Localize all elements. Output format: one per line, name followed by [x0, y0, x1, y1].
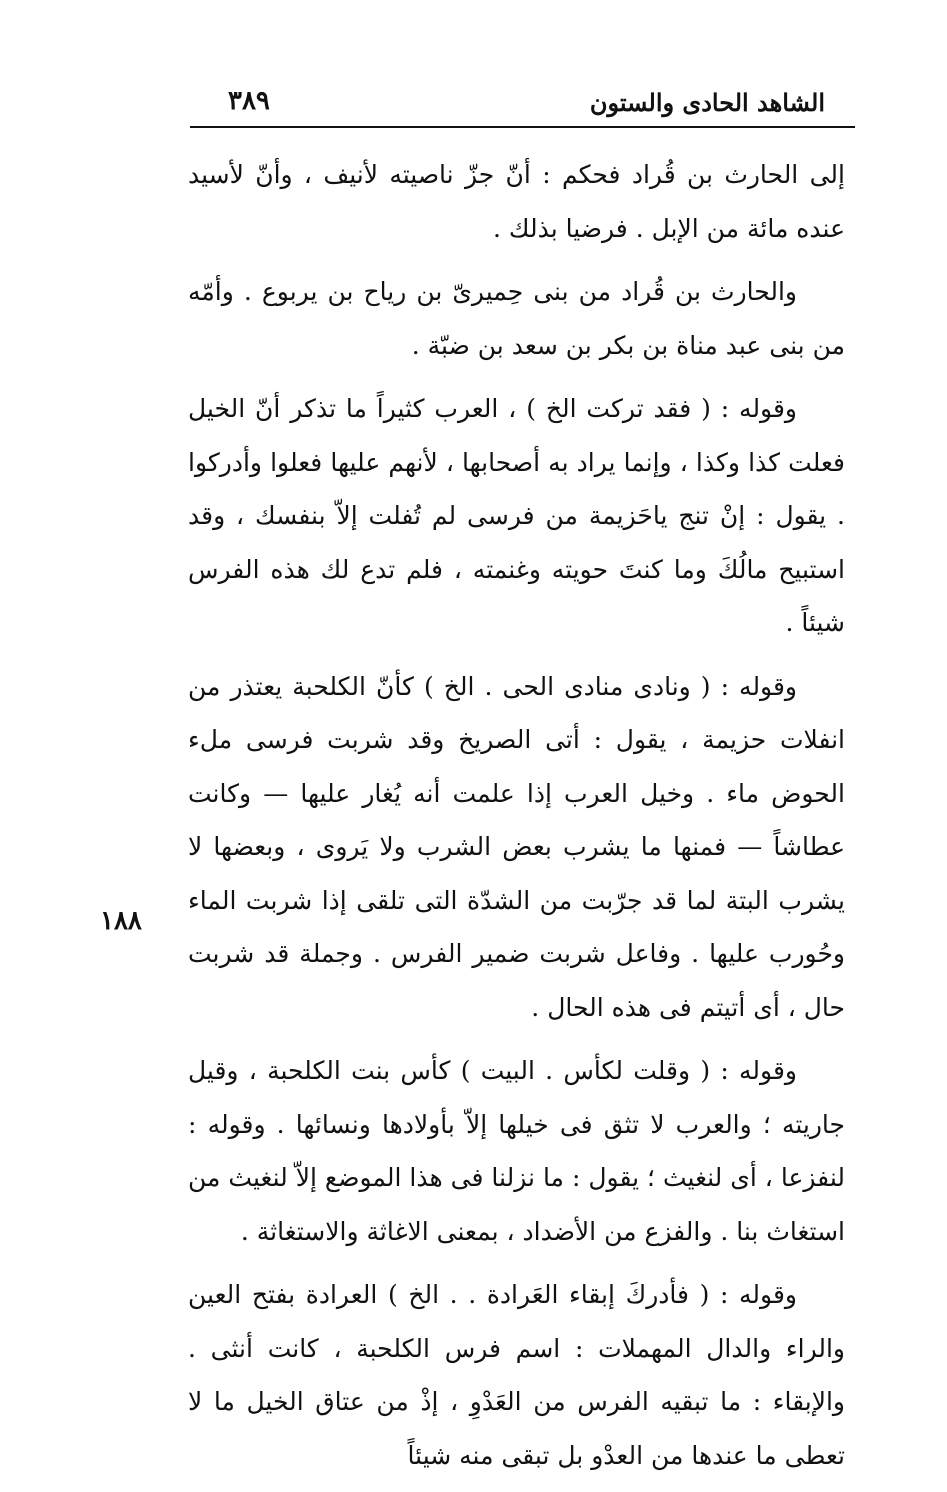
paragraph: والحارث بن قُراد من بنى حِميرىّ بن رياح بن يربوع . وأمّه من بنى عبد مناة بن بكر بن سعد بن ضبّة .: [188, 277, 845, 360]
running-header: [190, 82, 855, 128]
paragraph: وقوله : ( فأدركَ إبقاء العَرادة . . الخ ) العرادة بفتح العين والراء والدال المهملات : اسم فرس الكلحبة ، كانت أنثى . والإبقاء : ما تبقيه الفرس من العَدْوِ ، إذْ من عتاق الخيل ما لا تعطى ما عندها من العدْو بل تبقى منه شيئاً: [188, 1280, 845, 1470]
chapter-title: الشاهد الحادى والستون: [589, 88, 825, 117]
page-number: ٣٨٩: [228, 86, 270, 116]
paragraph: إلى الحارث بن قُراد فحكم : أنّ جزّ ناصيته لأنيف ، وأنّ لأسيد عنده مائة من الإبل . فرضيا بذلك .: [188, 160, 845, 243]
paragraph: وقوله : ( وقلت لكأس . البيت ) كأس بنت الكلحبة ، وقيل جاريته ؛ والعرب لا تثق فى خيلها إلاّ بأولادها ونسائها . وقوله : لنفزعا ، أى لنغيث ؛ يقول : ما نزلنا فى هذا الموضع إلاّ لنغيث من استغاث بنا . والفزع من الأضداد ، بمعنى الاغاثة والاستغاثة .: [188, 1056, 845, 1246]
paragraph: وقوله : ( ونادى منادى الحى . الخ ) كأنّ الكلحبة يعتذر من انفلات حزيمة ، يقول : أتى الصريخ وقد شربت فرسى ملء الحوض ماء . وخيل العرب إذا علمت أنه يُغار عليها — وكانت عطاشاً — فمنها ما يشرب بعض الشرب ولا يَروى ، وبعضها لا يشرب البتة لما قد جرّبت من الشدّة التى تلقى إذا شربت الماء وحُورب عليها . وفاعل شربت ضمير الفرس . وجملة قد شربت حال ، أى أتيتم فى هذه الحال .: [188, 671, 845, 1022]
margin-note-number: ١٨٨: [100, 906, 142, 936]
paragraph: وقوله : ( فقد تركت الخ ) ، العرب كثيراً ما تذكر أنّ الخيل فعلت كذا وكذا ، وإنما يراد به أصحابها ، لأنهم عليها فعلوا وأدركوا . يقول : إنْ تنج ياحَزيمة من فرسى لم تُفلت إلاّ بنفسك ، وقد استبيح مالُكَ وما كنتَ حويته وغنمته ، فلم تدع لك هذه الفرس شيئاً .: [188, 394, 845, 637]
body-text: [188, 148, 845, 1492]
